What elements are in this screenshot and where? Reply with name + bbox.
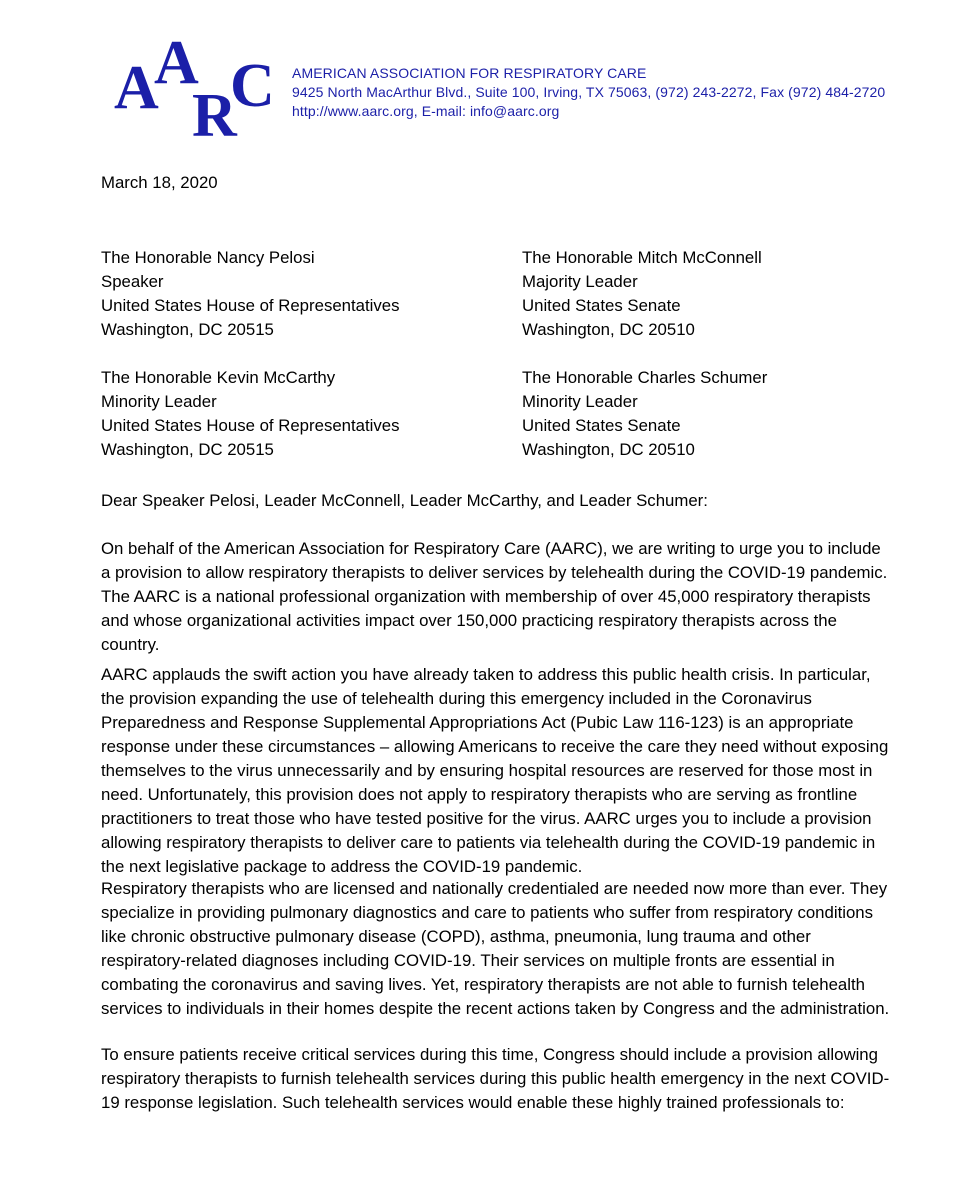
paragraph: [101, 663, 891, 879]
recipient-name: The Honorable Kevin McCarthy: [101, 368, 336, 387]
paragraph-text: AARC applauds the swift action you have already taken to address this public health crisis. In particular, the provision expanding the use of telehealth during this emergency included in the Coronavirus Preparedness and Response Supplemental Appropriations Act (Pubic Law 116-123) is an appropriate response under these circumstances – allowing Americans to receive the care they need without exposing themselves to the virus unnecessarily and by ensuring hospital resources are reserved for those most in need. Unfortunately, this provision does not apply to respiratory therapists who are serving as frontline practitioners to treat those who have tested positive for the virus. AARC urges you to include a provision allowing respiratory therapists to deliver care to patients via telehealth during the COVID-19 pandemic in the next legislative package to address the COVID-19 pandemic.: [101, 665, 889, 876]
paragraph-text: To ensure patients receive critical services during this time, Congress should include a provision allowing respiratory therapists to furnish telehealth services during this public health emergency in the next COVID-19 response legislation. Such telehealth services would enable these highly trained professionals to:: [101, 1045, 890, 1112]
svg-text:R: R: [192, 82, 237, 140]
letterhead: [112, 28, 892, 143]
org-web-email: http://www.aarc.org, E-mail: info@aarc.org: [292, 103, 560, 119]
recipient-city: Washington, DC 20515: [101, 440, 274, 459]
recipient-body: United States House of Representatives: [101, 296, 400, 315]
recipient-title: Speaker: [101, 272, 164, 291]
recipient-block: [522, 366, 767, 462]
recipient-title: Majority Leader: [522, 272, 638, 291]
svg-text:A: A: [114, 54, 159, 122]
paragraph-text: Respiratory therapists who are licensed and nationally credentialed are needed now more than ever. They specialize in providing pulmonary diagnostics and care to patients who suffer from respiratory conditions like chronic obstructive pulmonary disease (COPD), asthma, pneumonia, lung trauma and other respiratory-related diagnoses including COVID-19. Their services on multiple fronts are essential in combating the coronavirus and saving lives. Yet, respiratory therapists are not able to furnish telehealth services to individuals in their homes despite the recent actions taken by Congress and the administration.: [101, 879, 890, 1018]
recipient-name: The Honorable Nancy Pelosi: [101, 248, 315, 267]
recipient-body: United States House of Representatives: [101, 416, 400, 435]
org-info: [292, 64, 885, 121]
org-address: 9425 North MacArthur Blvd., Suite 100, Irving, TX 75063, (972) 243-2272, Fax (972) 484-2720: [292, 84, 886, 100]
recipient-title: Minority Leader: [522, 392, 638, 411]
recipient-city: Washington, DC 20515: [101, 320, 274, 339]
aarc-logo: [112, 28, 287, 140]
recipient-body: United States Senate: [522, 296, 681, 315]
recipient-city: Washington, DC 20510: [522, 320, 695, 339]
recipient-block: [522, 246, 762, 342]
paragraph: [101, 1043, 891, 1115]
recipient-name: The Honorable Charles Schumer: [522, 368, 768, 387]
letter-date: March 18, 2020: [101, 173, 218, 192]
org-name: AMERICAN ASSOCIATION FOR RESPIRATORY CARE: [292, 65, 647, 81]
recipient-body: United States Senate: [522, 416, 681, 435]
recipient-block: [101, 246, 400, 342]
recipient-name: The Honorable Mitch McConnell: [522, 248, 762, 267]
svg-text:A: A: [154, 29, 199, 97]
salutation: Dear Speaker Pelosi, Leader McConnell, Leader McCarthy, and Leader Schumer:: [101, 491, 708, 510]
paragraph-text: On behalf of the American Association for Respiratory Care (AARC), we are writing to urge you to include a provision to allow respiratory therapists to deliver services by telehealth during the COVID-19 pandemic. The AARC is a national professional organization with membership of over 45,000 respiratory therapists and whose organizational activities impact over 150,000 practicing respiratory therapists across the country.: [101, 539, 888, 654]
recipient-title: Minority Leader: [101, 392, 217, 411]
paragraph: [101, 537, 891, 657]
svg-text:C: C: [230, 52, 275, 120]
recipient-city: Washington, DC 20510: [522, 440, 695, 459]
paragraph: [101, 877, 891, 1021]
recipient-block: [101, 366, 400, 462]
